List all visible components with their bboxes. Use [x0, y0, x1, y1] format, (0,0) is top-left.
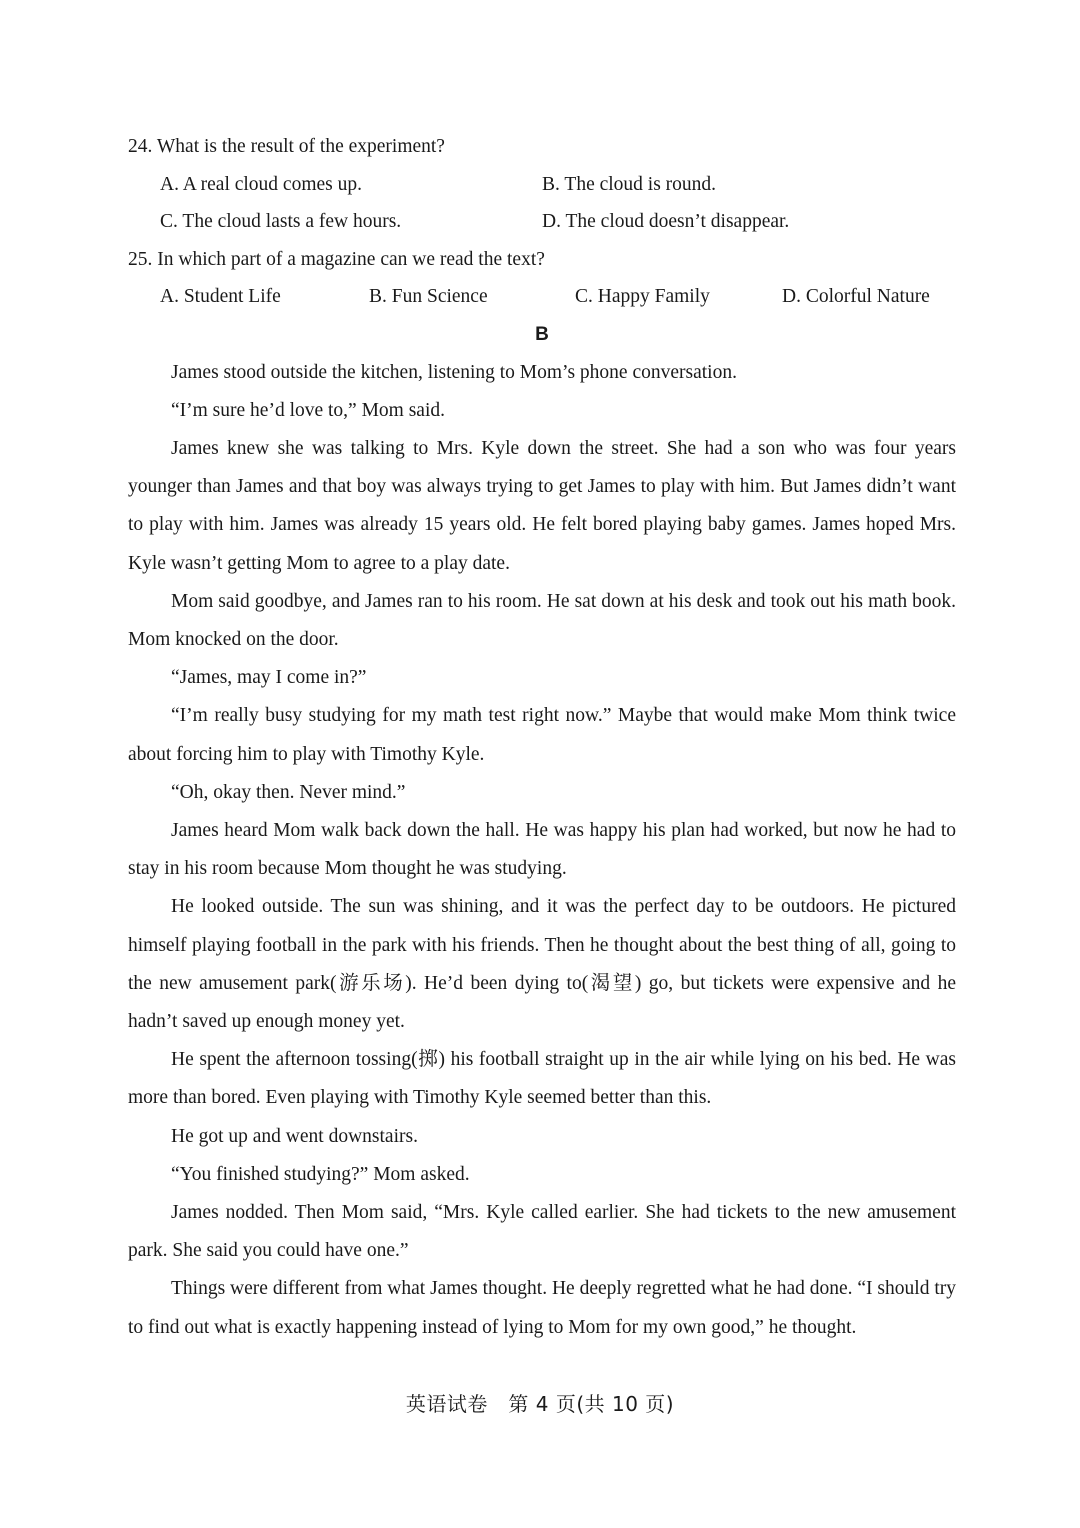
passage-paragraph: “I’m really busy studying for my math test right now.” Maybe that would make Mom think twice about forcing him to play with Timothy Kyle.: [128, 705, 956, 765]
page-footer: 英语试卷 第 4 页(共 10 页): [405, 1392, 675, 1416]
passage-paragraph: He got up and went downstairs.: [171, 1125, 418, 1147]
question-25-option-a: A. Student Life: [160, 286, 281, 307]
question-25-option-c: C. Happy Family: [575, 286, 710, 307]
question-25-stem: 25. In which part of a magazine can we read the text?: [128, 248, 545, 270]
reading-passage: [128, 354, 956, 1347]
question-25-option-b: B. Fun Science: [369, 286, 488, 307]
passage-paragraph: James knew she was talking to Mrs. Kyle down the street. She had a son who was four years younger than James and that boy was always trying to get James to play with him. But James didn’t want to play with him. James was already 15 years old. He felt bored playing baby games. James hoped Mrs. Kyle wasn’t getting Mom to agree to a play date.: [128, 437, 956, 574]
question-24-options-row-2: [128, 203, 956, 241]
passage-paragraph: Things were different from what James thought. He deeply regretted what he had done. “I should try to find out what is exactly happening instead of lying to Mom for my own good,” he thought.: [128, 1278, 956, 1338]
page-content: [128, 128, 956, 1347]
passage-paragraph: “James, may I come in?”: [171, 667, 367, 689]
passage-paragraph: James stood outside the kitchen, listening to Mom’s phone conversation.: [171, 361, 737, 383]
passage-paragraph: He spent the afternoon tossing(掷) his football straight up in the air while lying on his bed. He was more than bored. Even playing with Timothy Kyle seemed better than this.: [128, 1049, 956, 1109]
question-25-option-d: D. Colorful Nature: [782, 286, 930, 307]
passage-paragraph: “I’m sure he’d love to,” Mom said.: [171, 399, 446, 421]
question-25-options-row: [128, 278, 956, 316]
section-heading: B: [535, 323, 549, 345]
question-24-stem: 24. What is the result of the experiment?: [128, 136, 445, 157]
passage-paragraph: He looked outside. The sun was shining, and it was the perfect day to be outdoors. He pictured himself playing football in the park with his friends. Then he thought about the best thing of all, going to the new amusement park(游乐场). He’d been dying to(渴望) go, but tickets were expensive and he hadn’t saved up enough money yet.: [128, 896, 956, 1032]
question-24-option-d: D. The cloud doesn’t disappear.: [542, 211, 790, 232]
passage-paragraph: Mom said goodbye, and James ran to his room. He sat down at his desk and took out his math book. Mom knocked on the door.: [128, 590, 956, 650]
passage-paragraph: “You finished studying?” Mom asked.: [171, 1163, 470, 1185]
question-24-option-b: B. The cloud is round.: [542, 173, 717, 195]
question-24-option-a: A. A real cloud comes up.: [160, 173, 362, 195]
passage-paragraph: James nodded. Then Mom said, “Mrs. Kyle called earlier. She had tickets to the new amusement park. She said you could have one.”: [128, 1201, 956, 1262]
passage-paragraph: “Oh, okay then. Never mind.”: [171, 781, 406, 803]
question-24-options-row-1: [128, 166, 956, 204]
passage-paragraph: James heard Mom walk back down the hall. He was happy his plan had worked, but now he had to stay in his room because Mom thought he was studying.: [128, 819, 956, 880]
question-24-option-c: C. The cloud lasts a few hours.: [160, 211, 402, 232]
